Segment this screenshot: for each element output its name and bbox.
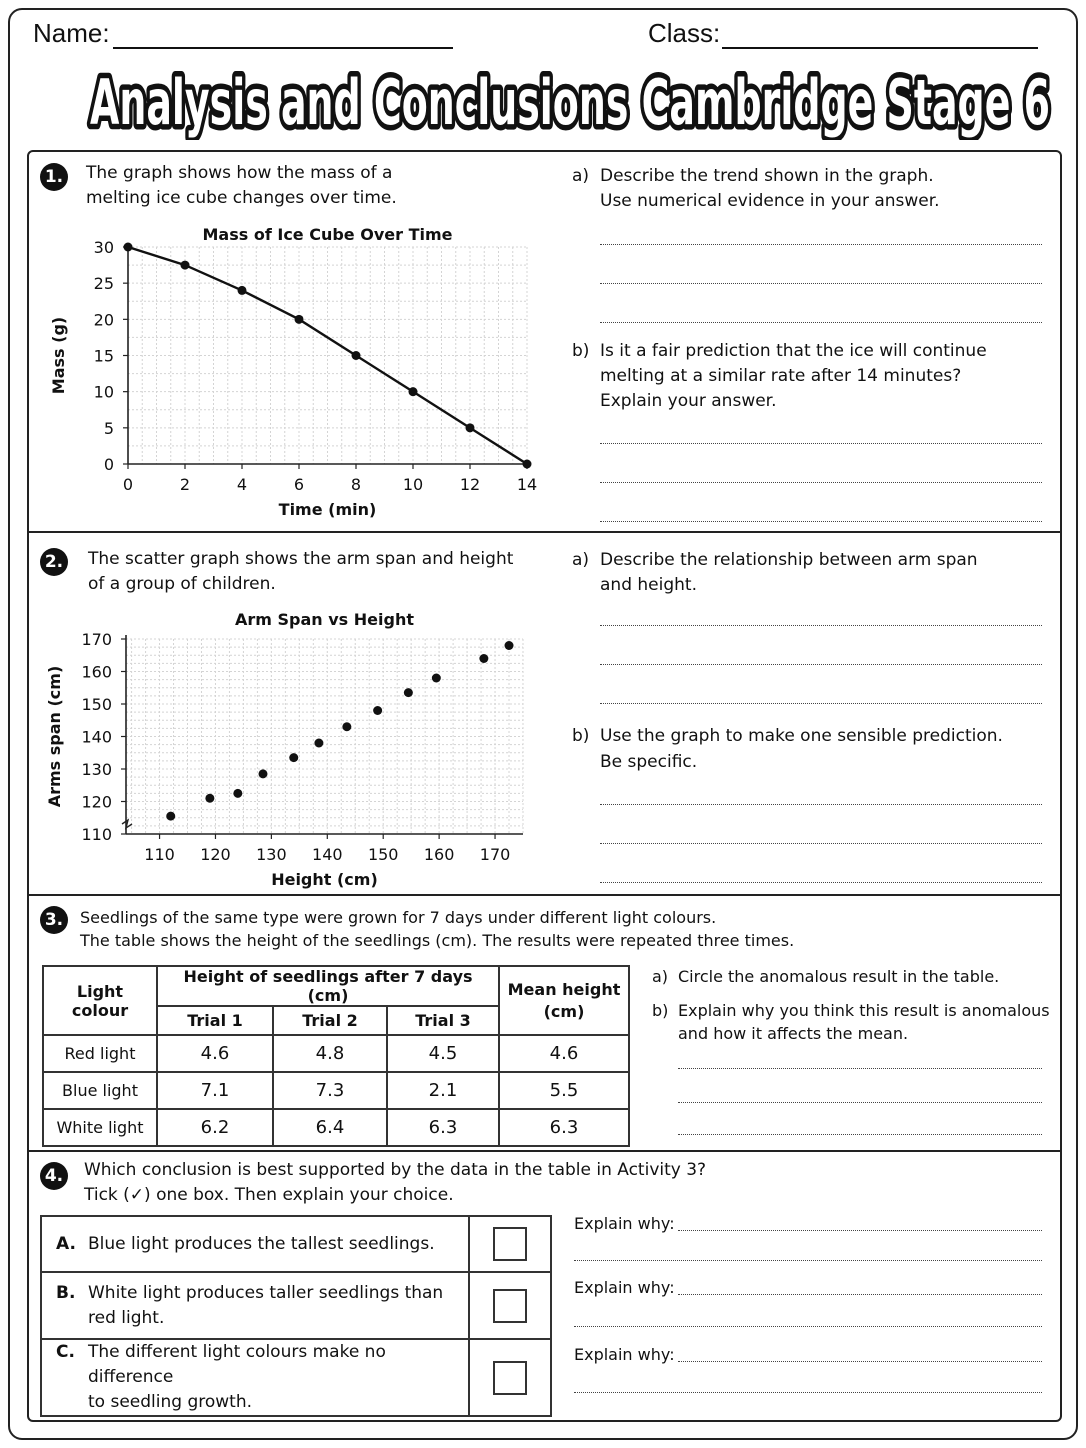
x-tick-label: 12 <box>459 475 481 494</box>
data-point <box>238 286 247 295</box>
option-b-cell <box>469 1272 551 1339</box>
data-point <box>205 794 214 803</box>
table-cell-trial-2[interactable]: 6.4 <box>273 1109 387 1146</box>
table-cell-trial-1[interactable]: 4.6 <box>157 1035 273 1072</box>
arm-span-scatter-chart <box>40 605 560 893</box>
table-header-trial-1: Trial 1 <box>157 1006 273 1035</box>
y-tick-label: 25 <box>93 274 114 294</box>
table-row <box>43 1109 629 1146</box>
conclusion-options-table <box>40 1215 552 1417</box>
table-cell-light: White light <box>43 1109 157 1146</box>
q1-a-label: a) <box>572 166 590 186</box>
divider-q2-q3 <box>27 894 1062 896</box>
x-tick-label: 150 <box>367 845 399 864</box>
x-axis-label: Height (cm) <box>271 870 378 889</box>
table-header-mean-line2: (cm) <box>543 1001 585 1021</box>
table-row <box>43 1035 629 1072</box>
x-tick-label: 14 <box>516 475 538 494</box>
table-cell-light: Red light <box>43 1035 157 1072</box>
y-tick-label: 120 <box>81 792 112 812</box>
q2-intro-line2: of a group of children. <box>88 574 276 594</box>
option-b-line1: White light produces taller seedlings than <box>88 1282 444 1303</box>
option-row-b <box>41 1272 551 1339</box>
ice-mass-line-chart <box>40 220 560 525</box>
table-cell-mean[interactable]: 4.6 <box>499 1035 629 1072</box>
explain-a-line-1[interactable] <box>678 1230 1042 1231</box>
x-tick-label: 2 <box>179 475 191 494</box>
option-c-text <box>41 1339 469 1416</box>
y-tick-label: 10 <box>93 382 114 402</box>
title-text: Analysis and Conclusions Cambridge Stage 6 <box>90 66 1050 139</box>
x-tick-label: 4 <box>236 475 248 494</box>
table-cell-light: Blue light <box>43 1072 157 1109</box>
q4-intro-line1: Which conclusion is best supported by the data in the table in Activity 3? <box>84 1160 707 1180</box>
table-header-mean <box>499 966 629 1035</box>
table-cell-trial-3[interactable]: 4.5 <box>387 1035 499 1072</box>
q2-intro-line1: The scatter graph shows the arm span and height <box>88 549 514 569</box>
data-point <box>166 812 175 821</box>
option-c-line2: to seedling growth. <box>88 1392 253 1412</box>
table-cell-trial-1[interactable]: 7.1 <box>157 1072 273 1109</box>
q1-intro-line2: melting ice cube changes over time. <box>86 188 397 208</box>
x-tick-label: 8 <box>350 475 362 494</box>
q1-b-line1: Is it a fair prediction that the ice will continue <box>600 341 987 361</box>
explain-c-line-2[interactable] <box>574 1392 1042 1393</box>
x-tick-label: 0 <box>122 475 134 494</box>
x-tick-label: 160 <box>423 845 455 864</box>
table-cell-mean[interactable]: 5.5 <box>499 1072 629 1109</box>
y-tick-label: 15 <box>93 346 114 366</box>
q1-b-line3: Explain your answer. <box>600 391 777 411</box>
explain-label-b: Explain why: <box>574 1278 675 1297</box>
table-cell-trial-2[interactable]: 7.3 <box>273 1072 387 1109</box>
x-tick-label: 170 <box>479 845 511 864</box>
q1-a-answer-line-2[interactable] <box>600 283 1042 284</box>
explain-c-line-1[interactable] <box>678 1361 1042 1362</box>
table-header-trial-2: Trial 2 <box>273 1006 387 1035</box>
data-point <box>523 460 532 469</box>
y-tick-label: 170 <box>81 630 112 649</box>
data-point <box>352 351 361 360</box>
table-header-light-colour: Light colour <box>43 966 157 1035</box>
q1-b-label: b) <box>572 341 590 361</box>
y-tick-label: 30 <box>93 238 114 257</box>
q2-a-label: a) <box>572 550 590 570</box>
x-tick-label: 120 <box>200 845 231 864</box>
y-axis-label: Mass (g) <box>49 316 68 395</box>
option-c-line1: The different light colours make no difference <box>88 1342 386 1387</box>
table-cell-trial-2[interactable]: 4.8 <box>273 1035 387 1072</box>
y-tick-label: 0 <box>103 455 114 474</box>
option-a-cell <box>469 1216 551 1272</box>
question-number-3: 3. <box>40 906 68 934</box>
q2-a-line1: Describe the relationship between arm span <box>600 550 978 570</box>
q2-b-answer-line-2[interactable] <box>600 843 1042 844</box>
data-point <box>505 641 514 650</box>
q3-b-line1: Explain why you think this result is anomalous <box>678 1001 1050 1020</box>
option-a-letter: A. <box>56 1233 76 1254</box>
table-cell-trial-3[interactable]: 2.1 <box>387 1072 499 1109</box>
q1-b-answer-line-1[interactable] <box>600 443 1042 444</box>
x-tick-label: 140 <box>312 845 343 864</box>
y-tick-label: 110 <box>81 825 112 844</box>
data-point <box>404 688 413 697</box>
data-point <box>479 654 488 663</box>
option-a-line1: Blue light produces the tallest seedlings. <box>88 1233 435 1254</box>
seedling-results-table <box>42 965 630 1147</box>
option-row-a <box>41 1216 551 1272</box>
q3-intro-line1: Seedlings of the same type were grown for 7 days under different light colours. <box>80 908 717 927</box>
data-point <box>314 739 323 748</box>
data-point <box>289 753 298 762</box>
q2-a-answer-line-3[interactable] <box>600 703 1042 704</box>
option-c-cell <box>469 1339 551 1416</box>
table-header-trial-3: Trial 3 <box>387 1006 499 1035</box>
table-header-height-group: Height of seedlings after 7 days (cm) <box>157 966 499 1006</box>
table-row <box>43 1072 629 1109</box>
title-outline: Analysis and Conclusions Cambridge Stage 6 <box>90 66 1050 139</box>
q3-b-answer-line-2[interactable] <box>678 1102 1042 1103</box>
q3-b-answer-line-3[interactable] <box>678 1134 1042 1135</box>
y-tick-label: 140 <box>81 727 112 747</box>
y-axis-label: Arms span (cm) <box>45 665 64 808</box>
divider-q1-q2 <box>27 531 1062 533</box>
option-a-text <box>41 1216 469 1272</box>
worksheet-title <box>80 58 1060 140</box>
axis-break-mark <box>122 820 132 828</box>
option-b-checkbox[interactable] <box>493 1289 527 1323</box>
chart-title: Arm Span vs Height <box>235 610 414 629</box>
chart-title: Mass of Ice Cube Over Time <box>202 225 453 244</box>
q1-a-line1: Describe the trend shown in the graph. <box>600 166 934 186</box>
table-cell-trial-1[interactable]: 6.2 <box>157 1109 273 1146</box>
q2-b-line1: Use the graph to make one sensible prediction. <box>600 726 1003 746</box>
option-b-text <box>41 1272 469 1339</box>
y-tick-label: 160 <box>81 662 112 682</box>
option-row-c <box>41 1339 551 1416</box>
q1-a-answer-line-1[interactable] <box>600 244 1042 245</box>
q1-b-answer-line-2[interactable] <box>600 482 1042 483</box>
q3-a-line1: Circle the anomalous result in the table. <box>678 967 1000 986</box>
q3-b-answer-line-1[interactable] <box>678 1068 1042 1069</box>
x-tick-label: 10 <box>402 475 424 494</box>
y-tick-label: 150 <box>81 695 112 714</box>
option-c-letter: C. <box>56 1342 75 1362</box>
option-c-checkbox[interactable] <box>493 1361 527 1395</box>
option-b-line2: red light. <box>88 1307 165 1328</box>
question-number-1: 1. <box>40 163 68 191</box>
name-field[interactable] <box>113 47 453 49</box>
data-point <box>258 769 267 778</box>
q1-a-line2: Use numerical evidence in your answer. <box>600 191 940 211</box>
data-point <box>233 789 242 798</box>
q4-intro-line2: Tick (✓) one box. Then explain your choice. <box>84 1185 454 1205</box>
table-cell-trial-3[interactable]: 6.3 <box>387 1109 499 1146</box>
question-number-4: 4. <box>40 1162 68 1190</box>
q1-intro-line1: The graph shows how the mass of a <box>86 163 393 183</box>
explain-b-line-2[interactable] <box>574 1326 1042 1327</box>
q3-b-line2: and how it affects the mean. <box>678 1024 909 1043</box>
table-header-mean-line1: Mean height <box>507 979 621 999</box>
q2-b-answer-line-3[interactable] <box>600 882 1042 883</box>
q2-b-label: b) <box>572 726 590 746</box>
class-label: Class: <box>648 18 721 48</box>
data-point <box>409 387 418 396</box>
explain-b-line-1[interactable] <box>678 1294 1042 1295</box>
q3-intro-line2: The table shows the height of the seedlings (cm). The results were repeated three times. <box>80 931 795 950</box>
data-point <box>432 674 441 683</box>
q3-a-label: a) <box>652 967 669 986</box>
q1-a-answer-line-3[interactable] <box>600 322 1042 323</box>
name-label: Name: <box>33 18 110 48</box>
q1-b-answer-line-3[interactable] <box>600 521 1042 522</box>
q2-a-answer-line-1[interactable] <box>600 625 1042 626</box>
divider-q3-q4 <box>27 1150 1062 1152</box>
data-point <box>295 315 304 324</box>
x-tick-label: 110 <box>144 845 175 864</box>
option-a-checkbox[interactable] <box>493 1227 527 1261</box>
class-field[interactable] <box>722 47 1038 49</box>
q1-b-line2: melting at a similar rate after 14 minutes? <box>600 366 962 386</box>
y-tick-label: 5 <box>103 418 114 438</box>
y-tick-label: 130 <box>81 760 112 779</box>
explain-label-c: Explain why: <box>574 1345 675 1364</box>
explain-label-a: Explain why: <box>574 1214 675 1233</box>
q3-b-label: b) <box>652 1001 669 1020</box>
x-tick-label: 130 <box>256 845 287 864</box>
x-tick-label: 6 <box>293 475 305 494</box>
table-cell-mean[interactable]: 6.3 <box>499 1109 629 1146</box>
option-b-letter: B. <box>56 1282 76 1303</box>
data-point <box>342 722 351 731</box>
explain-a-line-2[interactable] <box>574 1260 1042 1261</box>
y-tick-label: 20 <box>93 310 114 330</box>
q2-a-line2: and height. <box>600 575 697 595</box>
q2-b-line2: Be specific. <box>600 752 698 772</box>
data-point <box>124 243 133 252</box>
q2-b-answer-line-1[interactable] <box>600 804 1042 805</box>
data-point <box>466 423 475 432</box>
data-point <box>373 706 382 715</box>
x-axis-label: Time (min) <box>278 500 377 519</box>
q2-a-answer-line-2[interactable] <box>600 664 1042 665</box>
question-number-2: 2. <box>40 548 68 576</box>
data-point <box>181 261 190 270</box>
